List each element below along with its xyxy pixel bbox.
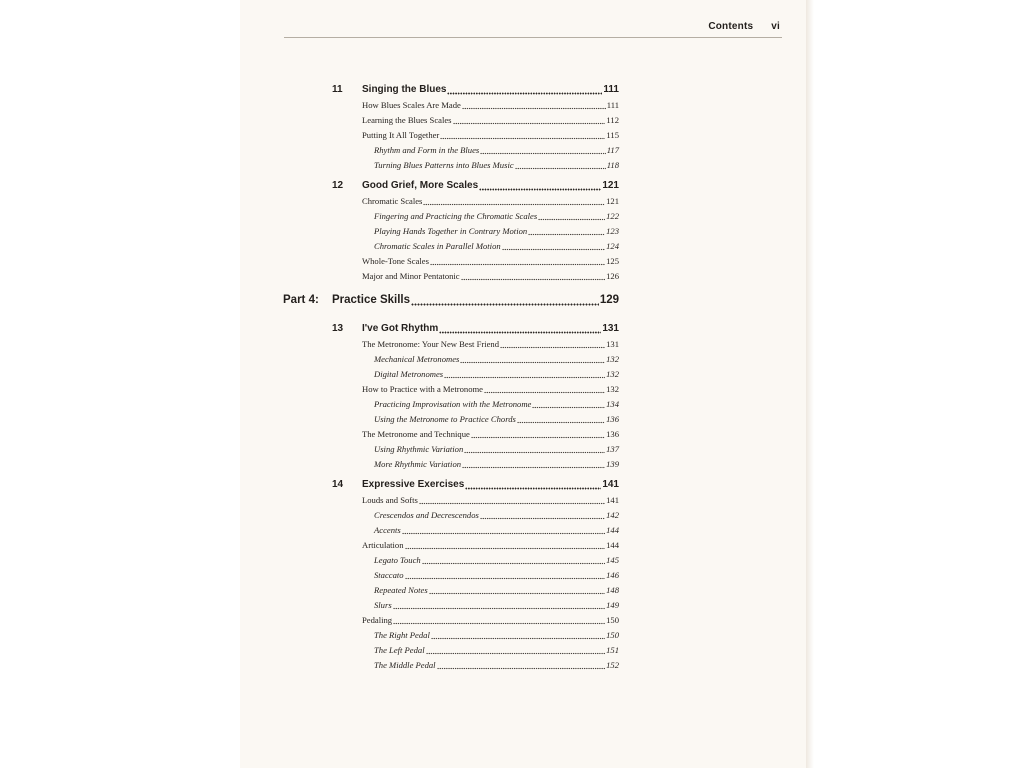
toc-subsection-entry[interactable]: [374, 414, 619, 424]
dot-leader: [440, 130, 605, 140]
dot-leader: [423, 196, 605, 206]
toc-subsection-entry[interactable]: [374, 399, 619, 409]
dot-leader: [461, 271, 605, 281]
subsection-title: Chromatic Scales in Parallel Motion: [374, 241, 501, 251]
page-number: 144: [606, 540, 619, 550]
toc-section-entry[interactable]: [362, 384, 619, 394]
dot-leader: [426, 645, 606, 655]
subsection-title: More Rhythmic Variation: [374, 459, 462, 469]
dot-leader: [532, 399, 605, 409]
toc-subsection-entry[interactable]: [374, 369, 619, 379]
subsection-title: Rhythm and Form in the Blues: [374, 145, 480, 155]
section-title: Major and Minor Pentatonic: [362, 271, 460, 281]
section-title: How to Practice with a Metronome: [362, 384, 483, 394]
toc-subsection-entry[interactable]: [374, 226, 619, 236]
toc-subsection-entry[interactable]: [374, 459, 619, 469]
section-title: Whole-Tone Scales: [362, 256, 429, 266]
dot-leader: [439, 324, 601, 334]
page-number: 117: [606, 145, 619, 155]
chapter-title: Good Grief, More Scales: [362, 180, 479, 191]
page-number: 151: [606, 645, 619, 655]
page-number: 132: [606, 384, 619, 394]
section-title: The Metronome: Your New Best Friend: [362, 339, 500, 349]
page-number: 150: [606, 615, 619, 625]
page-number: 142: [606, 510, 619, 520]
subsection-title: The Middle Pedal: [374, 660, 436, 670]
chapter-entry[interactable]: [362, 84, 619, 95]
toc-section-entry[interactable]: [362, 130, 619, 140]
toc-section-entry[interactable]: [362, 339, 619, 349]
dot-leader: [480, 510, 605, 520]
chapter-title: I've Got Rhythm: [362, 323, 439, 334]
book-page: [240, 0, 806, 768]
toc-section-entry[interactable]: [362, 429, 619, 439]
toc-section-entry[interactable]: [362, 271, 619, 281]
subsection-title: The Right Pedal: [374, 630, 430, 640]
page-number: 149: [606, 600, 619, 610]
dot-leader: [419, 495, 605, 505]
page-number: 125: [606, 256, 619, 266]
part-entry[interactable]: [283, 294, 619, 306]
header-title: Contents: [708, 21, 754, 32]
page-number: 146: [606, 570, 619, 580]
dot-leader: [462, 100, 606, 110]
toc-subsection-entry[interactable]: [374, 570, 619, 580]
dot-leader: [500, 339, 605, 349]
dot-leader: [447, 85, 602, 95]
section-title: Pedaling: [362, 615, 393, 625]
page-number: 136: [606, 414, 619, 424]
toc-subsection-entry[interactable]: [374, 555, 619, 565]
subsection-title: Crescendos and Decrescendos: [374, 510, 479, 520]
toc-subsection-entry[interactable]: [374, 444, 619, 454]
page-number: 131: [606, 339, 619, 349]
toc-section-entry[interactable]: [362, 256, 619, 266]
chapter-title: Singing the Blues: [362, 84, 447, 95]
section-title: The Metronome and Technique: [362, 429, 470, 439]
part-label: Part 4:: [283, 294, 319, 306]
dot-leader: [453, 115, 606, 125]
chapter-entry[interactable]: [362, 180, 619, 191]
subsection-title: The Left Pedal: [374, 645, 425, 655]
section-title: Articulation: [362, 540, 404, 550]
section-title: Putting It All Together: [362, 130, 440, 140]
page-number: 145: [606, 555, 619, 565]
dot-leader: [437, 660, 606, 670]
page-number: 111: [603, 84, 619, 95]
dot-leader: [444, 369, 605, 379]
toc-subsection-entry[interactable]: [374, 600, 619, 610]
dot-leader: [411, 296, 599, 306]
page-number: 150: [606, 630, 619, 640]
subsection-title: Using Rhythmic Variation: [374, 444, 464, 454]
page-number: 139: [606, 459, 619, 469]
toc-subsection-entry[interactable]: [374, 510, 619, 520]
page-number: 132: [606, 354, 619, 364]
subsection-title: Repeated Notes: [374, 585, 428, 595]
dot-leader: [528, 226, 605, 236]
page-number: 118: [606, 160, 619, 170]
chapter-number: 13: [332, 323, 344, 334]
page-number: 141: [606, 495, 619, 505]
page-number: 111: [606, 100, 619, 110]
toc-section-entry[interactable]: [362, 100, 619, 110]
dot-leader: [515, 160, 606, 170]
dot-leader: [484, 384, 605, 394]
dot-leader: [480, 145, 605, 155]
toc-subsection-entry[interactable]: [374, 630, 619, 640]
page-number: 126: [606, 271, 619, 281]
page-number: 112: [606, 115, 619, 125]
header-page-number: vi: [771, 21, 780, 32]
dot-leader: [405, 570, 606, 580]
chapter-number: 11: [332, 84, 343, 95]
part-title: Practice Skills: [332, 294, 410, 306]
toc-subsection-entry[interactable]: [374, 354, 619, 364]
subsection-title: Staccato: [374, 570, 404, 580]
page-number: 134: [606, 399, 619, 409]
dot-leader: [431, 630, 605, 640]
dot-leader: [462, 459, 605, 469]
toc-subsection-entry[interactable]: [374, 241, 619, 251]
page-number: 115: [606, 130, 619, 140]
toc-subsection-entry[interactable]: [374, 660, 619, 670]
section-title: How Blues Scales Are Made: [362, 100, 461, 110]
page-number: 152: [606, 660, 619, 670]
toc-section-entry[interactable]: [362, 540, 619, 550]
dot-leader: [393, 600, 605, 610]
subsection-title: Digital Metronomes: [374, 369, 444, 379]
page-number: 131: [602, 323, 619, 334]
subsection-title: Slurs: [374, 600, 392, 610]
toc-subsection-entry[interactable]: [374, 525, 619, 535]
table-of-contents: [240, 0, 806, 768]
toc-section-entry[interactable]: [362, 196, 619, 206]
dot-leader: [471, 429, 605, 439]
page-edge-shadow: [806, 0, 814, 768]
subsection-title: Playing Hands Together in Contrary Motion: [374, 226, 528, 236]
page-number: 129: [599, 294, 619, 306]
subsection-title: Mechanical Metronomes: [374, 354, 460, 364]
subsection-title: Practicing Improvisation with the Metronome: [374, 399, 532, 409]
chapter-number: 12: [332, 180, 344, 191]
dot-leader: [464, 444, 605, 454]
toc-section-entry[interactable]: [362, 115, 619, 125]
dot-leader: [465, 480, 601, 490]
subsection-title: Using the Metronome to Practice Chords: [374, 414, 516, 424]
dot-leader: [429, 585, 605, 595]
page-number: 144: [606, 525, 619, 535]
page-number: 121: [602, 180, 619, 191]
chapter-title: Expressive Exercises: [362, 479, 465, 490]
page-number: 141: [602, 479, 619, 490]
chapter-entry[interactable]: [362, 479, 619, 490]
toc-subsection-entry[interactable]: [374, 585, 619, 595]
page-number: 132: [606, 369, 619, 379]
page-number: 121: [606, 196, 619, 206]
page-number: 124: [606, 241, 619, 251]
dot-leader: [430, 256, 605, 266]
page-number: 136: [606, 429, 619, 439]
dot-leader: [502, 241, 605, 251]
toc-subsection-entry[interactable]: [374, 145, 619, 155]
subsection-title: Turning Blues Patterns into Blues Music: [374, 160, 514, 170]
subsection-title: Accents: [374, 525, 401, 535]
page-number: 122: [606, 211, 619, 221]
subsection-title: Legato Touch: [374, 555, 421, 565]
page-number: 148: [606, 585, 619, 595]
dot-leader: [402, 525, 605, 535]
toc-subsection-entry[interactable]: [374, 211, 619, 221]
chapter-entry[interactable]: [362, 323, 619, 334]
toc-subsection-entry[interactable]: [374, 160, 619, 170]
chapter-number: 14: [332, 479, 344, 490]
dot-leader: [460, 354, 605, 364]
dot-leader: [538, 211, 605, 221]
dot-leader: [517, 414, 605, 424]
dot-leader: [393, 615, 605, 625]
toc-subsection-entry[interactable]: [374, 645, 619, 655]
page-number: 123: [606, 226, 619, 236]
page-number: 137: [606, 444, 619, 454]
section-title: Chromatic Scales: [362, 196, 423, 206]
toc-section-entry[interactable]: [362, 615, 619, 625]
dot-leader: [422, 555, 605, 565]
subsection-title: Fingering and Practicing the Chromatic Scales: [374, 211, 538, 221]
section-title: Louds and Softs: [362, 495, 418, 505]
toc-section-entry[interactable]: [362, 495, 619, 505]
dot-leader: [405, 540, 606, 550]
section-title: Learning the Blues Scales: [362, 115, 452, 125]
dot-leader: [479, 181, 601, 191]
